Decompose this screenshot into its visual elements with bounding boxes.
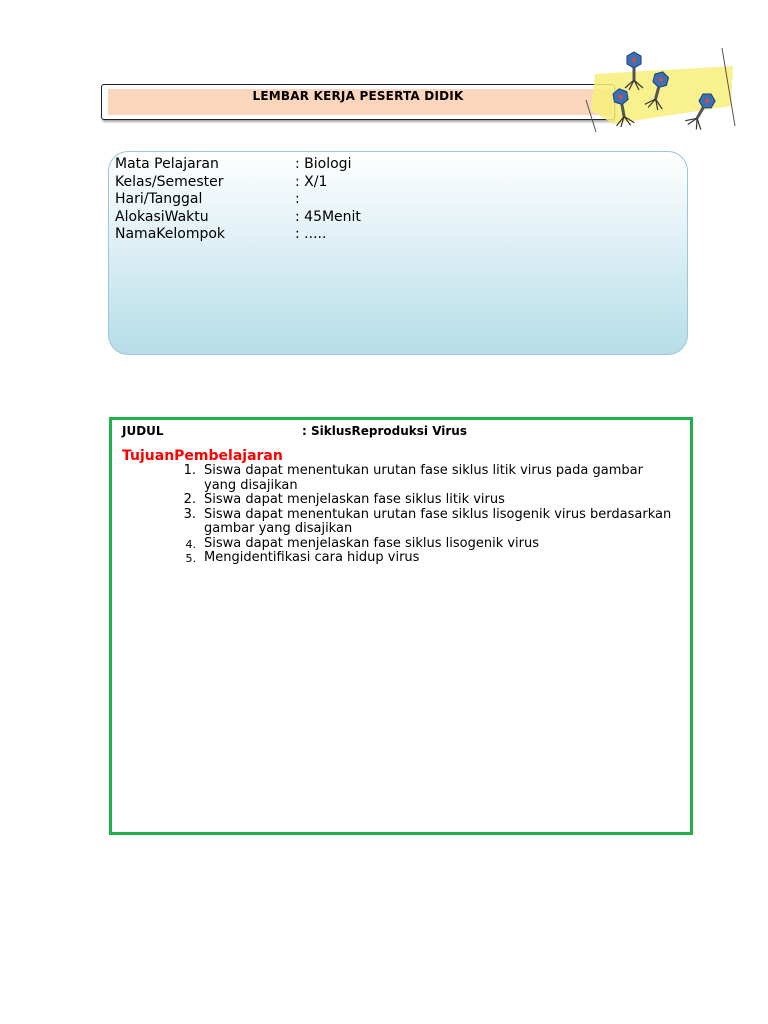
info-value: : — [295, 191, 300, 207]
learning-objectives-box — [109, 417, 693, 835]
list-number: 1. — [183, 463, 196, 478]
info-value: : Biologi — [295, 156, 352, 172]
title-frame — [101, 84, 615, 120]
info-value: : ..... — [295, 226, 327, 242]
bacteriophage-illustration — [583, 44, 738, 134]
list-number: 5. — [185, 552, 196, 565]
list-number: 3. — [183, 506, 196, 522]
list-item — [172, 537, 672, 552]
goal-list — [172, 464, 672, 566]
tujuan-heading: TujuanPembelajaran — [122, 448, 283, 464]
page-title: LEMBAR KERJA PESERTA DIDIK — [252, 89, 464, 103]
list-text: Siswa dapat menjelaskan fase siklus lisogenik virus — [204, 535, 540, 551]
list-number: 2. — [183, 492, 196, 507]
info-label: Kelas/Semester — [115, 173, 224, 190]
info-label: Mata Pelajaran — [115, 156, 219, 172]
info-value: : 45Menit — [295, 208, 361, 225]
list-text: Siswa dapat menentukan urutan fase siklus lisogenik virus berdasarkan gambar yang disajikan — [204, 506, 672, 536]
judul-value: : SiklusReproduksi Virus — [302, 424, 467, 438]
list-text: Siswa dapat menjelaskan fase siklus litik virus — [204, 492, 505, 507]
list-item — [172, 551, 672, 566]
judul-label: JUDUL — [122, 424, 164, 438]
list-number: 4. — [185, 537, 196, 551]
identity-box — [108, 151, 688, 355]
info-label: Hari/Tanggal — [115, 191, 203, 207]
list-text: Siswa dapat menentukan urutan fase siklus litik virus pada gambar yang disajikan — [204, 463, 643, 493]
list-text: Mengidentifikasi cara hidup virus — [204, 550, 420, 565]
info-value: : X/1 — [295, 173, 328, 190]
list-item — [172, 464, 672, 493]
list-item — [172, 508, 672, 537]
list-item — [172, 493, 672, 508]
info-label: AlokasiWaktu — [115, 208, 209, 225]
info-label: NamaKelompok — [115, 226, 226, 242]
